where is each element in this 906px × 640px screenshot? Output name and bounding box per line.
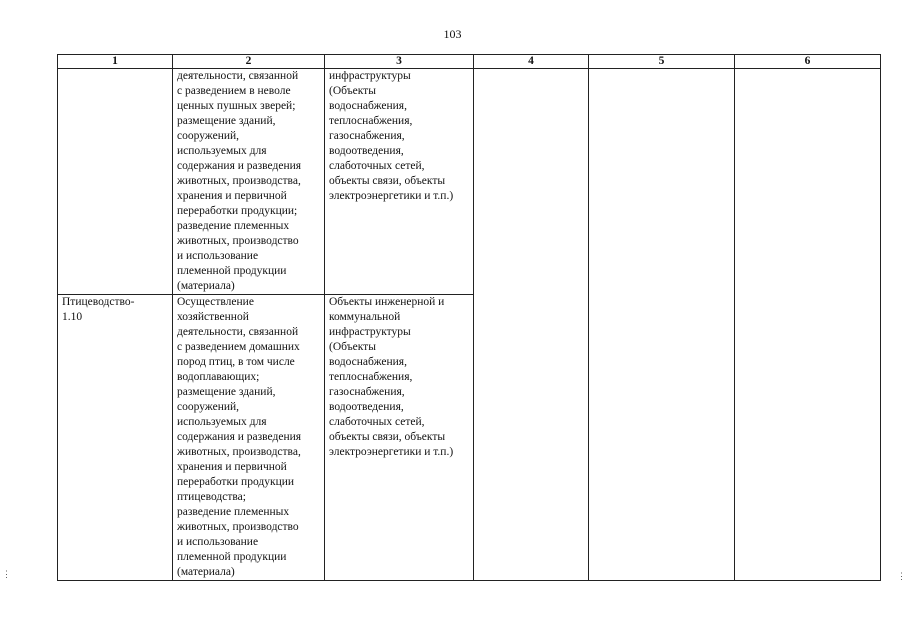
- row-2-col-3: Объекты инженерной и коммунальной инфраструктуры (Объекты водоснабжения, теплоснабжения, газоснабжения, водоотведения, слаботочных сетей, объекты связи, объекты электроэнергетики и т.п.): [325, 295, 474, 581]
- column-header-1: 1: [58, 55, 173, 69]
- left-edge-mark: ⋮: [2, 569, 11, 579]
- table-row: [58, 69, 881, 295]
- column-header-5: 5: [589, 55, 735, 69]
- page-number: 103: [443, 27, 462, 41]
- row-1-col-3: инфраструктуры (Объекты водоснабжения, теплоснабжения, газоснабжения, водоотведения, слаботочных сетей, объекты связи, объекты электроэнергетики и т.п.): [325, 69, 474, 295]
- merged-col-4: [474, 69, 589, 581]
- column-header-6: 6: [735, 55, 881, 69]
- row-2-col-2: Осуществление хозяйственной деятельности, связанной с разведением домашних пород птиц, в том числе водоплавающих; размещение зданий, сооружений, используемых для содержания и разведения животных, производства, хранения и первичной переработки продукции птицеводства; разведение племенных животных, производство и использование племенной продукции (материала): [173, 295, 325, 581]
- merged-col-5: [589, 69, 735, 581]
- row-1-col-1: [58, 69, 173, 295]
- row-2-col-1: Птицеводство- 1.10: [58, 295, 173, 581]
- column-header-4: 4: [474, 55, 589, 69]
- header-row: [58, 55, 881, 69]
- row-1-col-2: деятельности, связанной с разведением в неволе ценных пушных зверей; размещение зданий, сооружений, используемых для содержания и разведения животных, производства, хранения и первичной переработки продукции; разведение племенных животных, производство и использование племенной продукции (материала): [173, 69, 325, 295]
- data-table: [57, 54, 881, 581]
- column-header-2: 2: [173, 55, 325, 69]
- right-edge-mark: ⋮: [897, 571, 906, 581]
- merged-col-6: [735, 69, 881, 581]
- column-header-3: 3: [325, 55, 474, 69]
